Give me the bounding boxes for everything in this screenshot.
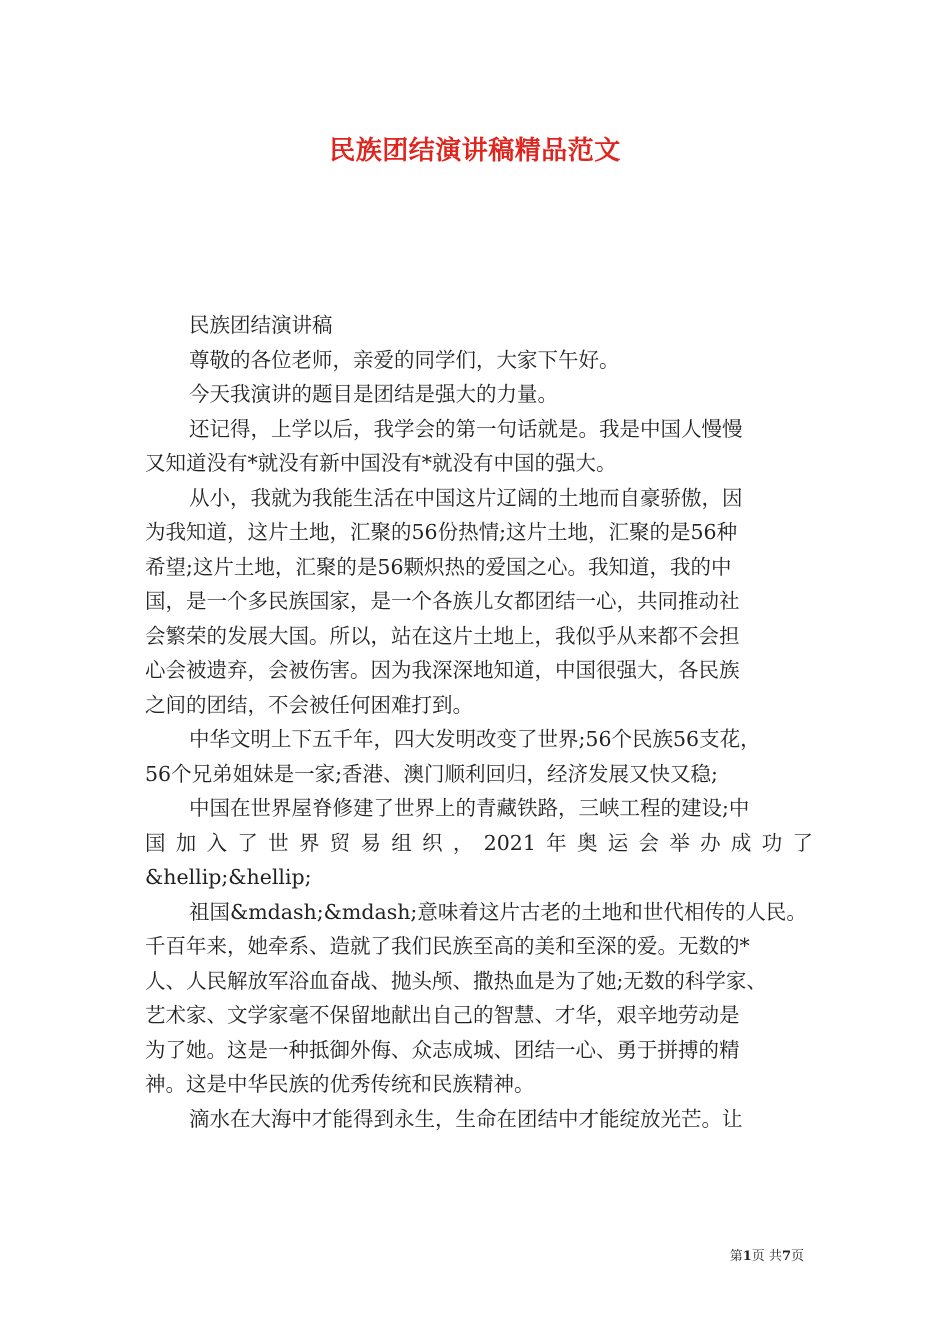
text-line: 中国在世界屋脊修建了世界上的青藏铁路，三峡工程的建设;中 bbox=[189, 796, 750, 820]
text-line: 滴水在大海中才能得到永生，生命在团结中才能绽放光芒。让 bbox=[189, 1106, 743, 1131]
document-title: 民族团结演讲稿精品范文 bbox=[329, 136, 621, 166]
footer-middle: 页 共 bbox=[751, 1249, 782, 1264]
text-line: 人、人民解放军浴血奋战、抛头颅、撒热血是为了她;无数的科学家、 bbox=[145, 968, 767, 993]
text-line: 还记得，上学以后，我学会的第一句话就是。我是中国人慢慢 bbox=[189, 416, 743, 441]
text-line: 从小，我就为我能生活在中国这片辽阔的土地而自豪骄傲，因 bbox=[189, 485, 743, 510]
document-body bbox=[145, 308, 813, 1136]
page-footer bbox=[730, 1245, 804, 1264]
footer-page-number: 1 bbox=[742, 1249, 752, 1264]
text-line: 今天我演讲的题目是团结是强大的力量。 bbox=[189, 382, 558, 406]
text-line: 56个兄弟姐妹是一家;香港、澳门顺利回归，经济发展又快又稳; bbox=[145, 761, 718, 786]
text-line: 中华文明上下五千年，四大发明改变了世界;56个民族56支花， bbox=[189, 727, 761, 751]
text-line: 会繁荣的发展大国。所以，站在这片土地上，我似乎从来都不会担 bbox=[145, 623, 740, 648]
text-line: 祖国&mdash;&mdash;意味着这片古老的土地和世代相传的人民。 bbox=[189, 899, 807, 924]
text-line: 千百年来，她牵系、造就了我们民族至高的美和至深的爱。无数的* bbox=[145, 934, 750, 958]
footer-total-pages: 7 bbox=[781, 1249, 791, 1264]
text-line: 国加入了世界贸易组织，2021年奥运会举办成功了 bbox=[145, 830, 813, 855]
text-line: 尊敬的各位老师，亲爱的同学们，大家下午好。 bbox=[189, 347, 620, 372]
text-line: 为我知道，这片土地，汇聚的56份热情;这片土地，汇聚的是56种 bbox=[145, 520, 738, 544]
text-line: 希望;这片土地，汇聚的是56颗炽热的爱国之心。我知道，我的中 bbox=[145, 554, 732, 579]
text-line: 神。这是中华民族的优秀传统和民族精神。 bbox=[145, 1072, 535, 1096]
text-line: 为了她。这是一种抵御外侮、众志成城、团结一心、勇于拼搏的精 bbox=[145, 1037, 740, 1062]
text-line: 民族团结演讲稿 bbox=[189, 313, 333, 337]
text-line: &hellip;&hellip; bbox=[145, 865, 312, 889]
text-line: 国，是一个多民族国家，是一个各族儿女都团结一心，共同推动社 bbox=[145, 589, 740, 613]
text-line: 心会被遗弃，会被伤害。因为我深深地知道，中国很强大，各民族 bbox=[145, 658, 740, 682]
text-line: 之间的团结，不会被任何困难打到。 bbox=[145, 692, 473, 717]
text-line: 艺术家、文学家毫不保留地献出自己的智慧、才华，艰辛地劳动是 bbox=[145, 1003, 740, 1027]
footer-suffix: 页 bbox=[790, 1249, 804, 1264]
footer-prefix: 第 bbox=[729, 1249, 743, 1264]
text-line: 又知道没有*就没有新中国没有*就没有中国的强大。 bbox=[145, 451, 617, 475]
